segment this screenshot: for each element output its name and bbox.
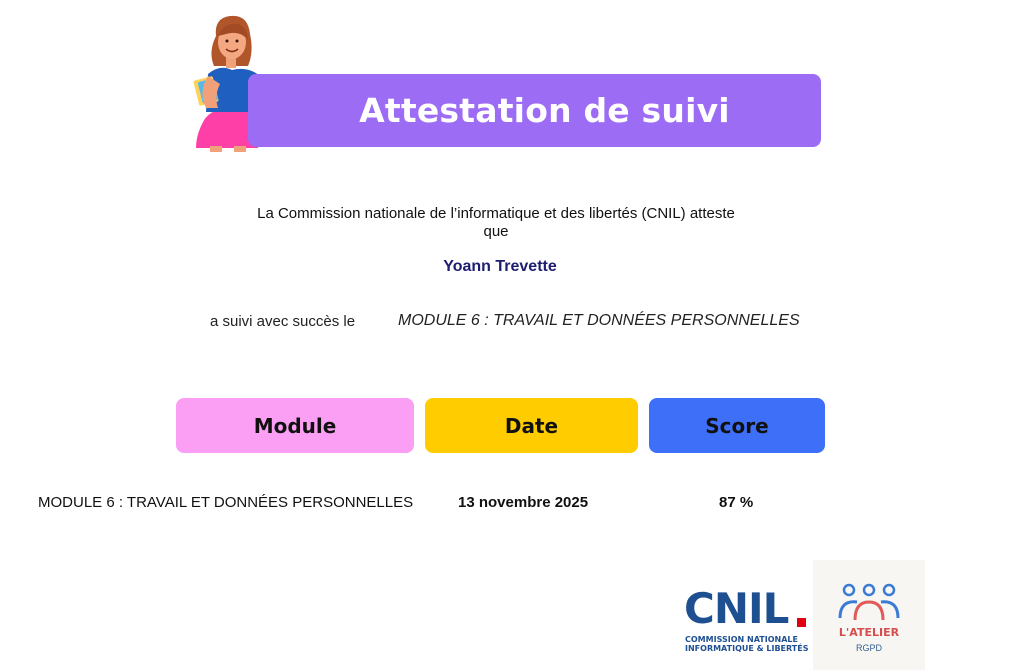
attestation-line-2: que [483,223,509,240]
cnil-logo [684,584,809,660]
atelier-subtitle: RGPD [855,643,882,653]
atelier-rgpd-logo [813,560,925,670]
title-banner [248,74,821,147]
cnil-wordmark: CNIL [684,584,789,633]
result-score-cell: 87 % [719,494,754,511]
attestation-line-1: La Commission nationale de l’informatique et des libertés (CNIL) atteste [257,205,735,222]
atelier-title: L'ATELIER [838,626,900,639]
module-column-header [176,398,414,453]
module-header-label: Module [253,413,337,438]
page-title: Attestation de suivi [359,91,730,130]
score-column-header [649,398,825,453]
attestation-statement [210,205,782,241]
completion-prefix: a suivi avec succès le [210,313,356,330]
date-header-label: Date [504,413,559,438]
cnil-subtitle-1: COMMISSION NATIONALE [685,635,798,644]
people-group-icon [837,582,901,622]
score-header-label: Score [705,413,769,438]
recipient-name: Yoann Trevette [443,258,557,275]
date-column-header [425,398,638,453]
result-date-cell: 13 novembre 2025 [458,494,589,511]
completed-module-name: MODULE 6 : TRAVAIL ET DONNÉES PERSONNELLES [398,312,800,329]
cnil-red-dot [797,618,806,627]
result-module-cell: MODULE 6 : TRAVAIL ET DONNÉES PERSONNELLES [38,494,414,511]
cnil-subtitle-2: INFORMATIQUE & LIBERTÉS [685,644,809,653]
